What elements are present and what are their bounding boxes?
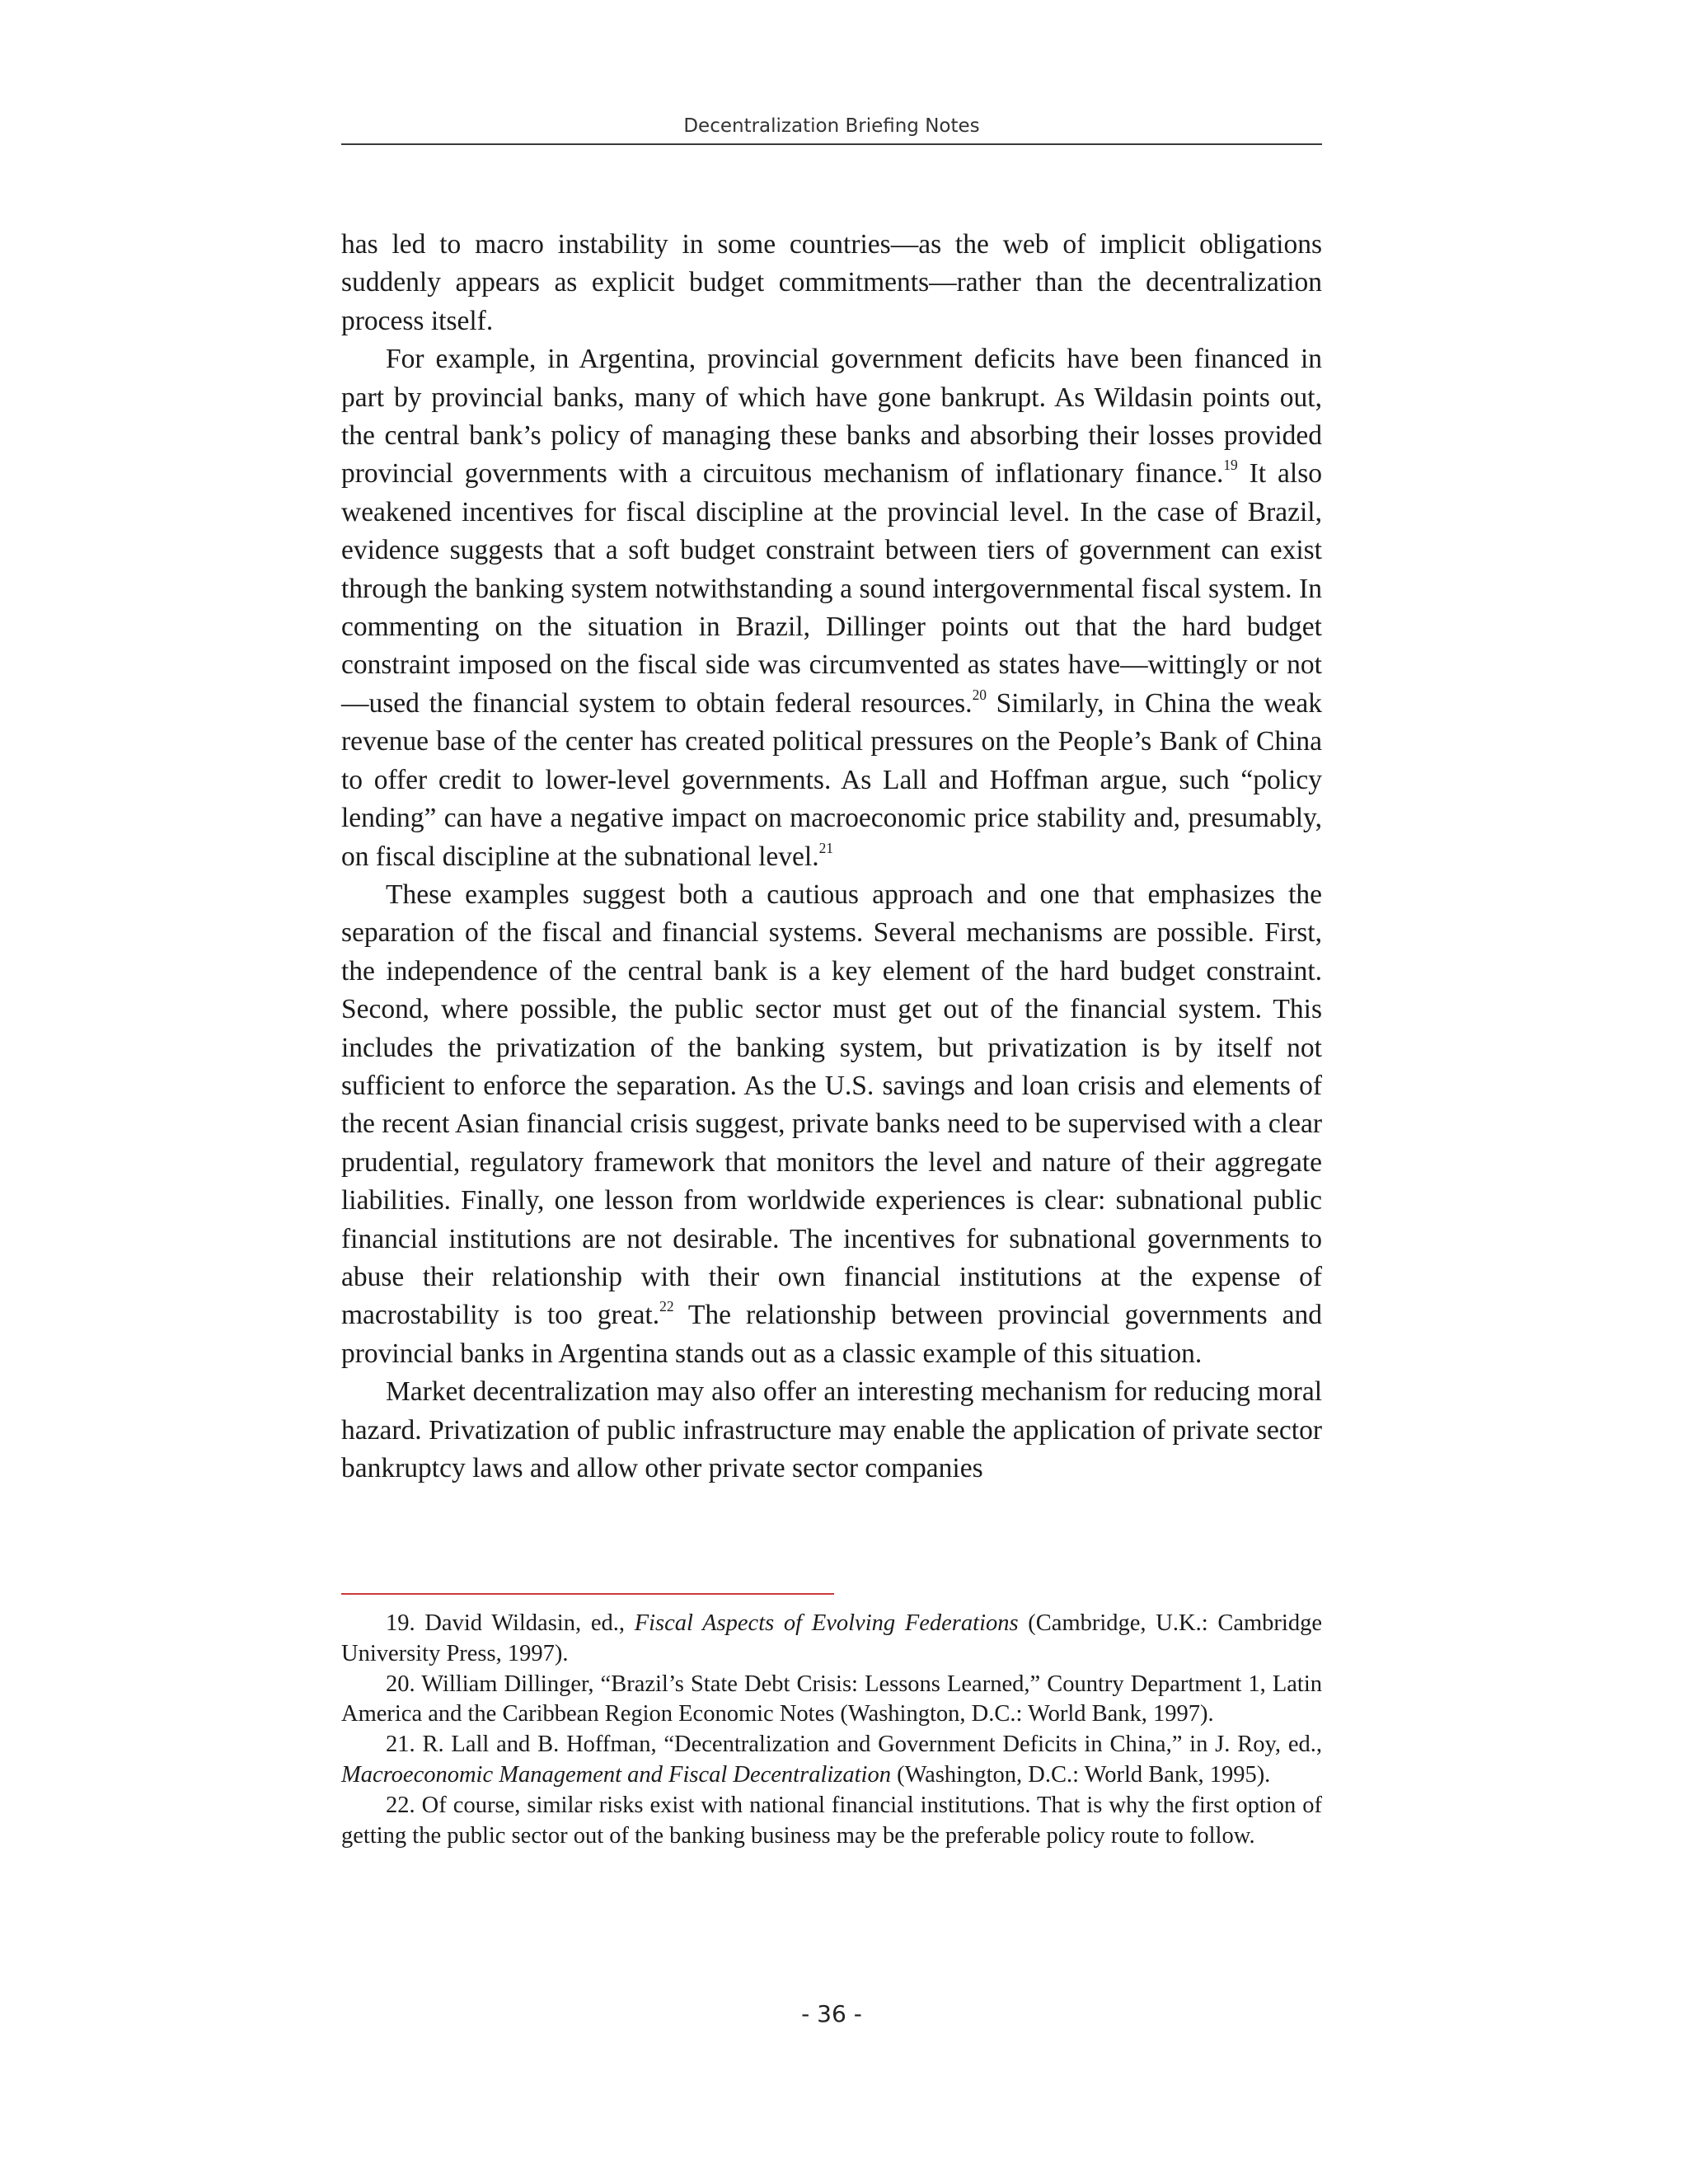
main-body-text: [341, 226, 1322, 1488]
footnote-19-publisher: (Cambridge, U.K.: Cambridge University Press, 1997).: [341, 1610, 1322, 1666]
footnote-22: 22. Of course, similar risks exist with national financial institutions. That is why the first option of getting the public sector out of the banking business may be the preferable policy route to follow.: [341, 1792, 1322, 1849]
footnote-ref-22: 22: [659, 1298, 674, 1315]
footnote-19-text: 19. David Wildasin, ed.,: [386, 1610, 635, 1636]
paragraph-1: has led to macro instability in some countries—as the web of implicit obligations suddenly appears as explicit budget commitments—rather than the decentralization process itself.: [341, 229, 1322, 336]
paragraph-2-part-c: Similarly, in China the weak revenue base of the center has created political pressures on the People’s Bank of China to offer credit to lower-level governments. As Lall and Hoffman argue, such “policy lending” can have a negative impact on macroeconomic price stability and, presumably, on fiscal discipline at the subnational level.: [341, 687, 1323, 872]
footnote-divider: [341, 1593, 834, 1595]
footnote-21: [341, 1730, 1322, 1791]
paragraph-2: [341, 340, 1322, 876]
footnote-21-text: 21. R. Lall and B. Hoffman, “Decentralization and Government Deficits in China,” in J. Roy, ed.,: [386, 1732, 1322, 1758]
footnote-20: 20. William Dillinger, “Brazil’s State Debt Crisis: Lessons Learned,” Country Department 1, Latin America and the Caribbean Region Economic Notes (Washington, D.C.: World Bank, 1997).: [341, 1671, 1322, 1727]
footnote-19: [341, 1609, 1322, 1670]
paragraph-3: [341, 876, 1322, 1373]
footnotes: [341, 1609, 1322, 1851]
running-header-title: Decentralization Briefing Notes: [683, 115, 980, 137]
paragraph-4: Market decentralization may also offer an interesting mechanism for reducing moral hazard. Privatization of public infrastructure may enable the application of private sector bankruptcy laws and allow other private sector companies: [341, 1376, 1322, 1483]
page-number: - 36 -: [801, 2000, 862, 2027]
footnote-ref-20: 20: [972, 687, 987, 704]
footnote-19-title: Fiscal Aspects of Evolving Federations: [634, 1610, 1019, 1636]
footnote-ref-19: 19: [1223, 457, 1238, 474]
paragraph-3-part-b: The relationship between provincial governments and provincial banks in Argentina stands out as a classic example of this situation.: [341, 1300, 1322, 1369]
paragraph-2-part-a: For example, in Argentina, provincial government deficits have been financed in part by provincial banks, many of which have gone bankrupt. As Wildasin points out, the central bank’s policy of managing these banks and absorbing their losses provided provincial governments with a circuitous mechanism of inflationary finance.: [341, 344, 1322, 490]
footnote-ref-21: 21: [818, 839, 833, 856]
running-header: [341, 109, 1322, 145]
paragraph-2-part-b: It also weakened incentives for fiscal discipline at the provincial level. In the case of Brazil, evidence suggests that a soft budget constraint between tiers of government can exist through the banking system notwithstanding a sound intergovernmental fiscal system. In commenting on the situation in Brazil, Dillinger points out that the hard budget constraint imposed on the fiscal side was circumvented as states have—wittingly or not—used the financial system to obtain federal resources.: [341, 458, 1322, 719]
paragraph-3-part-a: These examples suggest both a cautious approach and one that emphasizes the separation of the fiscal and financial systems. Several mechanisms are possible. First, the independence of the central bank is a key element of the hard budget constraint. Second, where possible, the public sector must get out of the financial system. This includes the privatization of the banking system, but privatization is by itself not sufficient to enforce the separation. As the U.S. savings and loan crisis and elements of the recent Asian financial crisis suggest, private banks need to be supervised with a clear prudential, regulatory framework that monitors the level and nature of their aggregate liabilities. Finally, one lesson from worldwide experiences is clear: subnational public financial institutions are not desirable. The incentives for subnational governments to abuse their relationship with their own financial institutions at the expense of macrostability is too great.: [341, 879, 1322, 1331]
footnote-21-publisher: (Washington, D.C.: World Bank, 1995).: [890, 1761, 1271, 1788]
footnote-21-title: Macroeconomic Management and Fiscal Decentralization: [341, 1761, 891, 1788]
